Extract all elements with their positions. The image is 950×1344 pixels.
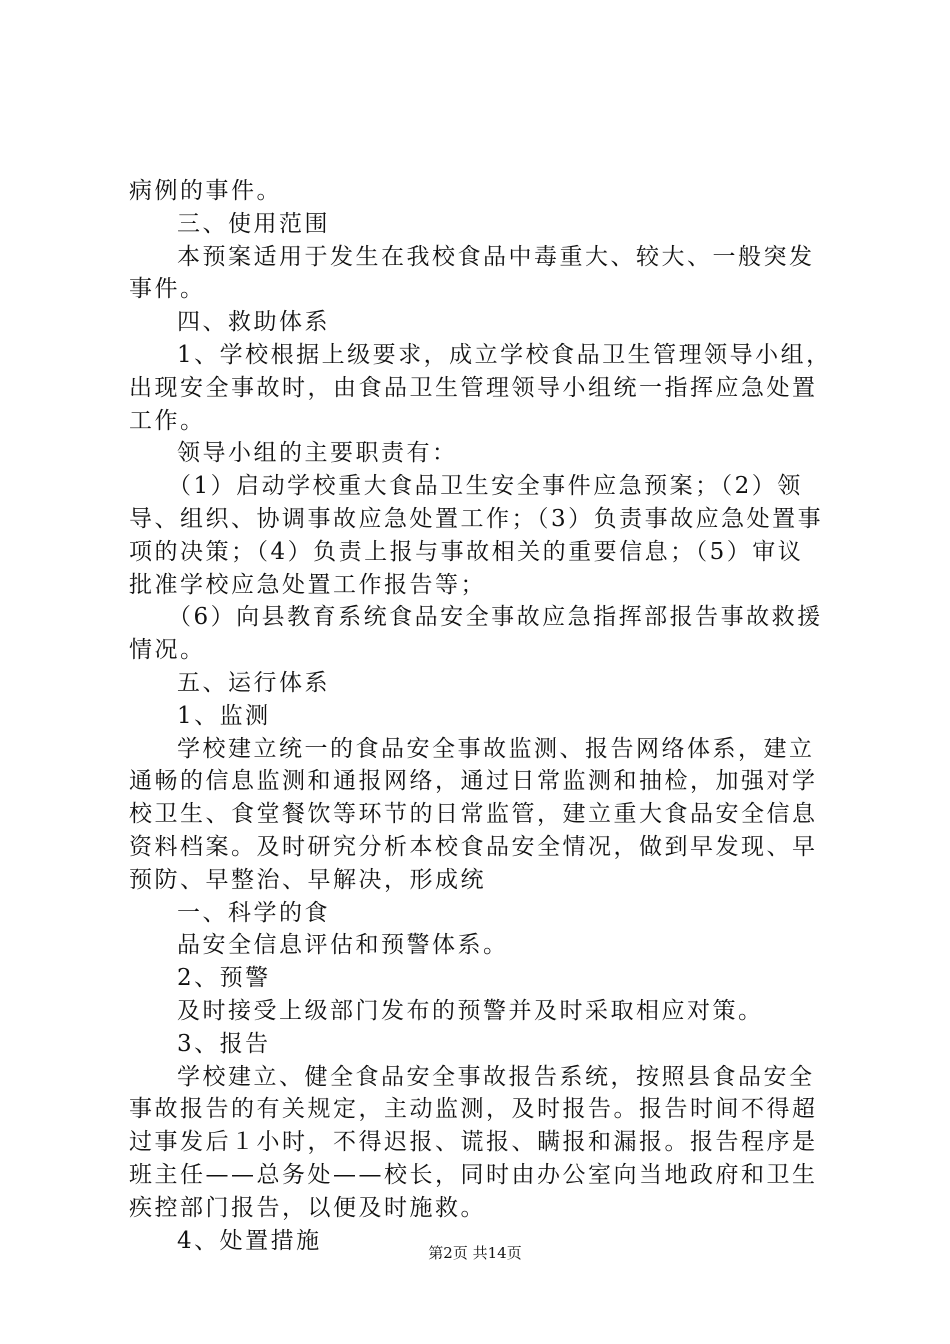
text-line: 疾控部门报告，以便及时施救。	[129, 1194, 486, 1221]
text-line: 导、组织、协调事故应急处置工作；（3）负责事故应急处置事	[129, 505, 824, 532]
text-line: 四、救助体系	[177, 309, 330, 336]
text-line: （6）向县教育系统食品安全事故应急指挥部报告事故救援	[168, 604, 823, 631]
text-line: 事件。	[129, 276, 206, 303]
text-line: 过事发后１小时，不得迟报、谎报、瞒报和漏报。报告程序是	[129, 1129, 818, 1156]
text-line: 校卫生、食堂餐饮等环节的日常监管，建立重大食品安全信息	[129, 801, 818, 828]
text-line: 一、科学的食	[177, 899, 330, 926]
text-line: 通畅的信息监测和通报网络，通过日常监测和抽检，加强对学	[129, 768, 818, 795]
text-line: 班主任——总务处——校长，同时由办公室向当地政府和卫生	[129, 1161, 818, 1188]
text-line: 五、运行体系	[177, 669, 330, 696]
text-line: 工作。	[129, 407, 206, 434]
text-line: 领导小组的主要职责有：	[177, 440, 458, 467]
text-line: 学校建立、健全食品安全事故报告系统，按照县食品安全	[177, 1063, 815, 1090]
text-line: 三、使用范围	[177, 210, 330, 237]
text-line: 病例的事件。	[129, 178, 282, 204]
text-line: （1）启动学校重大食品卫生安全事件应急预案；（2）领	[168, 473, 803, 500]
text-line: 出现安全事故时，由食品卫生管理领导小组统一指挥应急处置	[129, 374, 818, 401]
text-line: 2、预警	[177, 965, 271, 992]
text-line: 品安全信息评估和预警体系。	[177, 932, 509, 959]
text-line: 3、报告	[177, 1030, 271, 1057]
text-line: 情况。	[129, 637, 206, 664]
text-line: 1、学校根据上级要求，成立学校食品卫生管理领导小组，	[177, 341, 832, 368]
text-line: 资料档案。及时研究分析本校食品安全情况，做到早发现、早	[129, 833, 818, 860]
text-line: 事故报告的有关规定，主动监测，及时报告。报告时间不得超	[129, 1096, 818, 1123]
text-line: 及时接受上级部门发布的预警并及时采取相应对策。	[177, 997, 764, 1024]
page-footer: 第2页 共14页	[428, 1244, 522, 1262]
text-line: 项的决策；（4）负责上报与事故相关的重要信息；（5）审议	[129, 538, 804, 565]
text-line: 批准学校应急处置工作报告等；	[129, 571, 486, 598]
text-line: 学校建立统一的食品安全事故监测、报告网络体系，建立	[177, 735, 815, 762]
text-line: 1、监测	[177, 702, 271, 729]
document-body	[129, 175, 834, 1257]
text-line: 本预案适用于发生在我校食品中毒重大、较大、一般突发	[177, 243, 815, 270]
text-line: 4、处置措施	[177, 1227, 322, 1254]
text-line: 预防、早整治、早解决，形成统	[129, 866, 486, 893]
